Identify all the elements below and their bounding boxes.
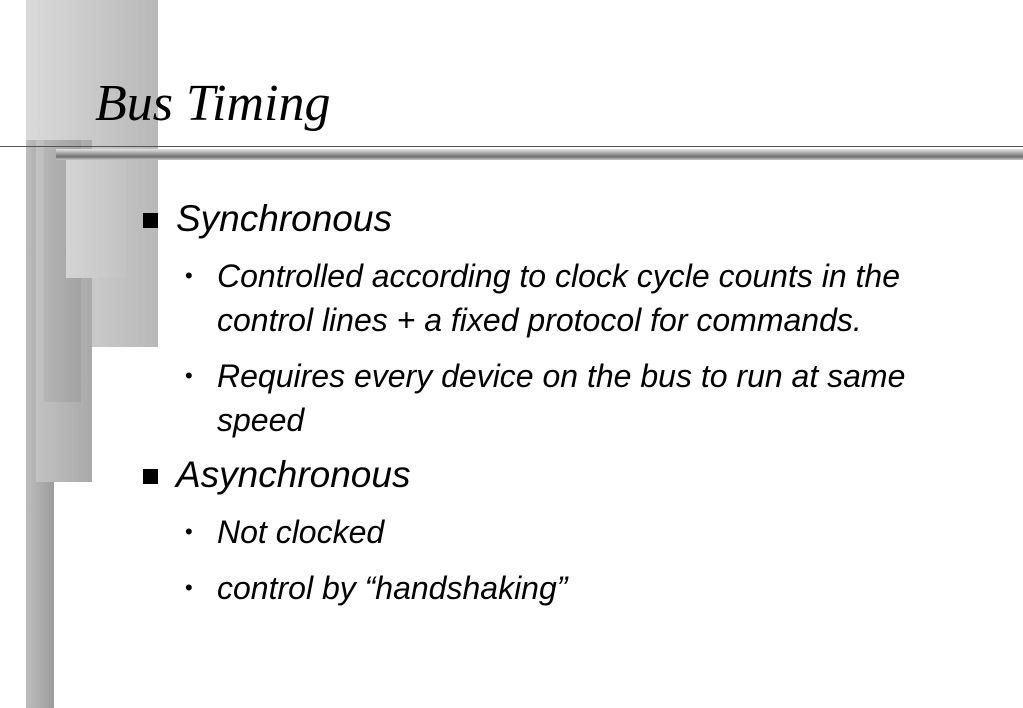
bullet-heading: Asynchronous <box>176 454 411 495</box>
slide-content <box>140 196 930 610</box>
sub-bullet <box>140 354 930 442</box>
title-divider <box>0 146 1023 147</box>
sub-bullet <box>140 254 930 342</box>
sub-bullet-text: Controlled according to clock cycle counts in the control lines + a fixed protocol for commands. <box>217 258 901 338</box>
bullet-dot-icon: • <box>185 263 193 288</box>
bullet-dot-icon: • <box>185 519 193 544</box>
bullet-asynchronous <box>140 452 930 498</box>
sub-bullet-text: Requires every device on the bus to run at same speed <box>217 358 906 438</box>
bullet-dot-icon: • <box>185 575 193 600</box>
sub-bullet <box>140 566 930 610</box>
bullet-heading: Synchronous <box>176 198 392 239</box>
sub-bullet-text: control by “handshaking” <box>217 570 568 606</box>
decorative-stripe <box>66 158 126 278</box>
title-underline-bar <box>56 149 1023 160</box>
bullet-dot-icon: • <box>185 363 193 388</box>
sub-bullet <box>140 510 930 554</box>
bullet-synchronous <box>140 196 930 242</box>
square-bullet-icon <box>143 469 158 484</box>
sub-bullet-text: Not clocked <box>217 514 385 550</box>
square-bullet-icon <box>143 213 158 228</box>
slide-title: Bus Timing <box>95 75 331 132</box>
